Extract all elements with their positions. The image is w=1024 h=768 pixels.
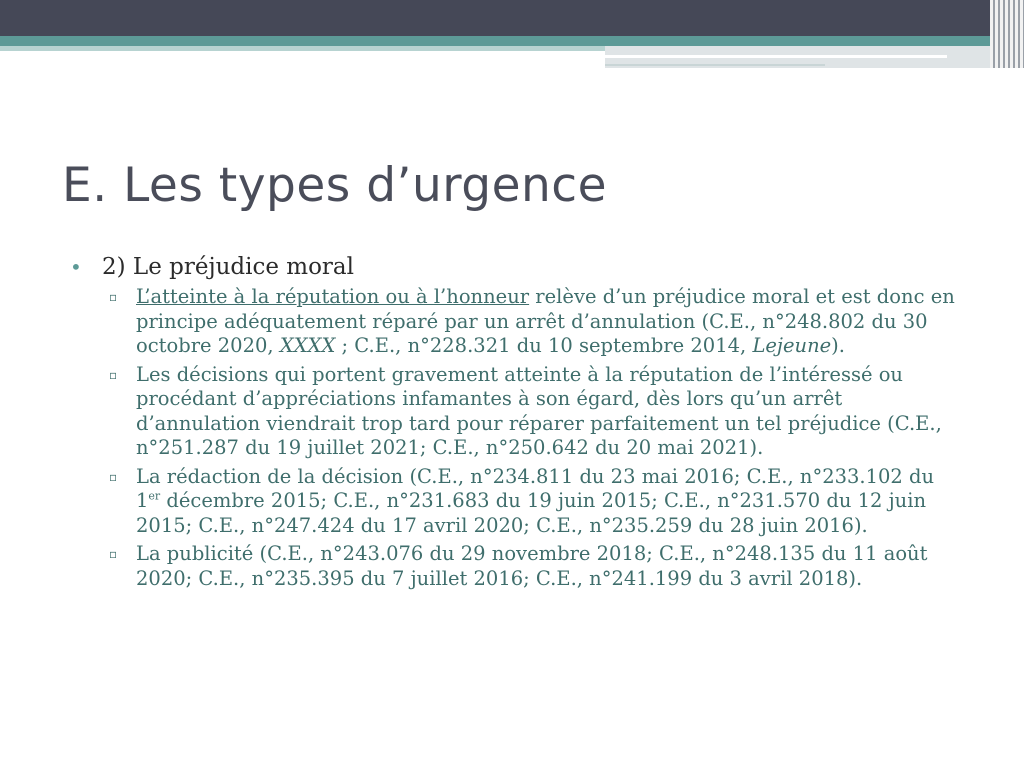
header-stripes	[990, 0, 1024, 68]
item-text: Les décisions qui portent gravement atteinte à la réputation de l’intéressé ou procédant d’appréciations infamantes à son égard, dès lors qu’un arrêt d’annulation viendrait trop tard pour réparer parfaitement un tel préjudice (C.E., n°251.287 du 19 juillet 2021; C.E., n°250.642 du 20 mai 2021).	[136, 362, 942, 459]
level1-text: 2) Le préjudice moral	[102, 254, 354, 280]
level1-item	[70, 253, 970, 281]
list-item	[70, 465, 956, 539]
header-right-line	[605, 55, 947, 58]
square-bullet-icon: ▫	[109, 469, 118, 484]
list-item	[70, 285, 956, 359]
item-text: La publicité (C.E., n°243.076 du 29 novembre 2018; C.E., n°248.135 du 11 août 2020; C.E., n°235.395 du 7 juillet 2016; C.E., n°241.199 du 3 avril 2018).	[136, 542, 928, 590]
underlined-phrase: L’atteinte à la réputation ou à l’honneur	[136, 285, 530, 308]
item-text: décembre 2015; C.E., n°231.683 du 19 juin 2015; C.E., n°231.570 du 12 juin 2015; C.E., n°247.424 du 17 avril 2020; C.E., n°235.259 du 28 juin 2016).	[136, 489, 927, 537]
square-bullet-icon: ▫	[109, 290, 118, 304]
list-item	[70, 363, 956, 461]
item-text: La rédaction de la décision (C.E., n°234.811 du 23 mai 2016; C.E., n°233.102 du 1	[136, 464, 935, 512]
case-name: XXXX	[279, 334, 336, 357]
square-bullet-icon: ▫	[109, 547, 118, 561]
header-right-line-secondary	[605, 64, 825, 66]
bullet-icon: •	[70, 255, 82, 279]
item-text: ).	[831, 334, 845, 357]
header-light-band	[0, 46, 605, 51]
list-item	[70, 542, 956, 591]
case-name: Lejeune	[752, 334, 832, 357]
slide-body	[70, 253, 970, 595]
header-teal-band	[0, 36, 1024, 46]
item-text: relève d’un préjudice moral et est donc en principe adéquatement réparé par un arrêt d’annulation (C.E., n°248.802 du 30 octobre 2020,	[136, 285, 955, 357]
slide-title: E. Les types d’urgence	[62, 158, 608, 213]
item-text: ; C.E., n°228.321 du 10 septembre 2014,	[335, 334, 753, 357]
header-dark-band	[0, 0, 1024, 36]
sub-bullet-list	[70, 285, 970, 591]
square-bullet-icon: ▫	[109, 367, 118, 382]
superscript: er	[148, 489, 161, 503]
